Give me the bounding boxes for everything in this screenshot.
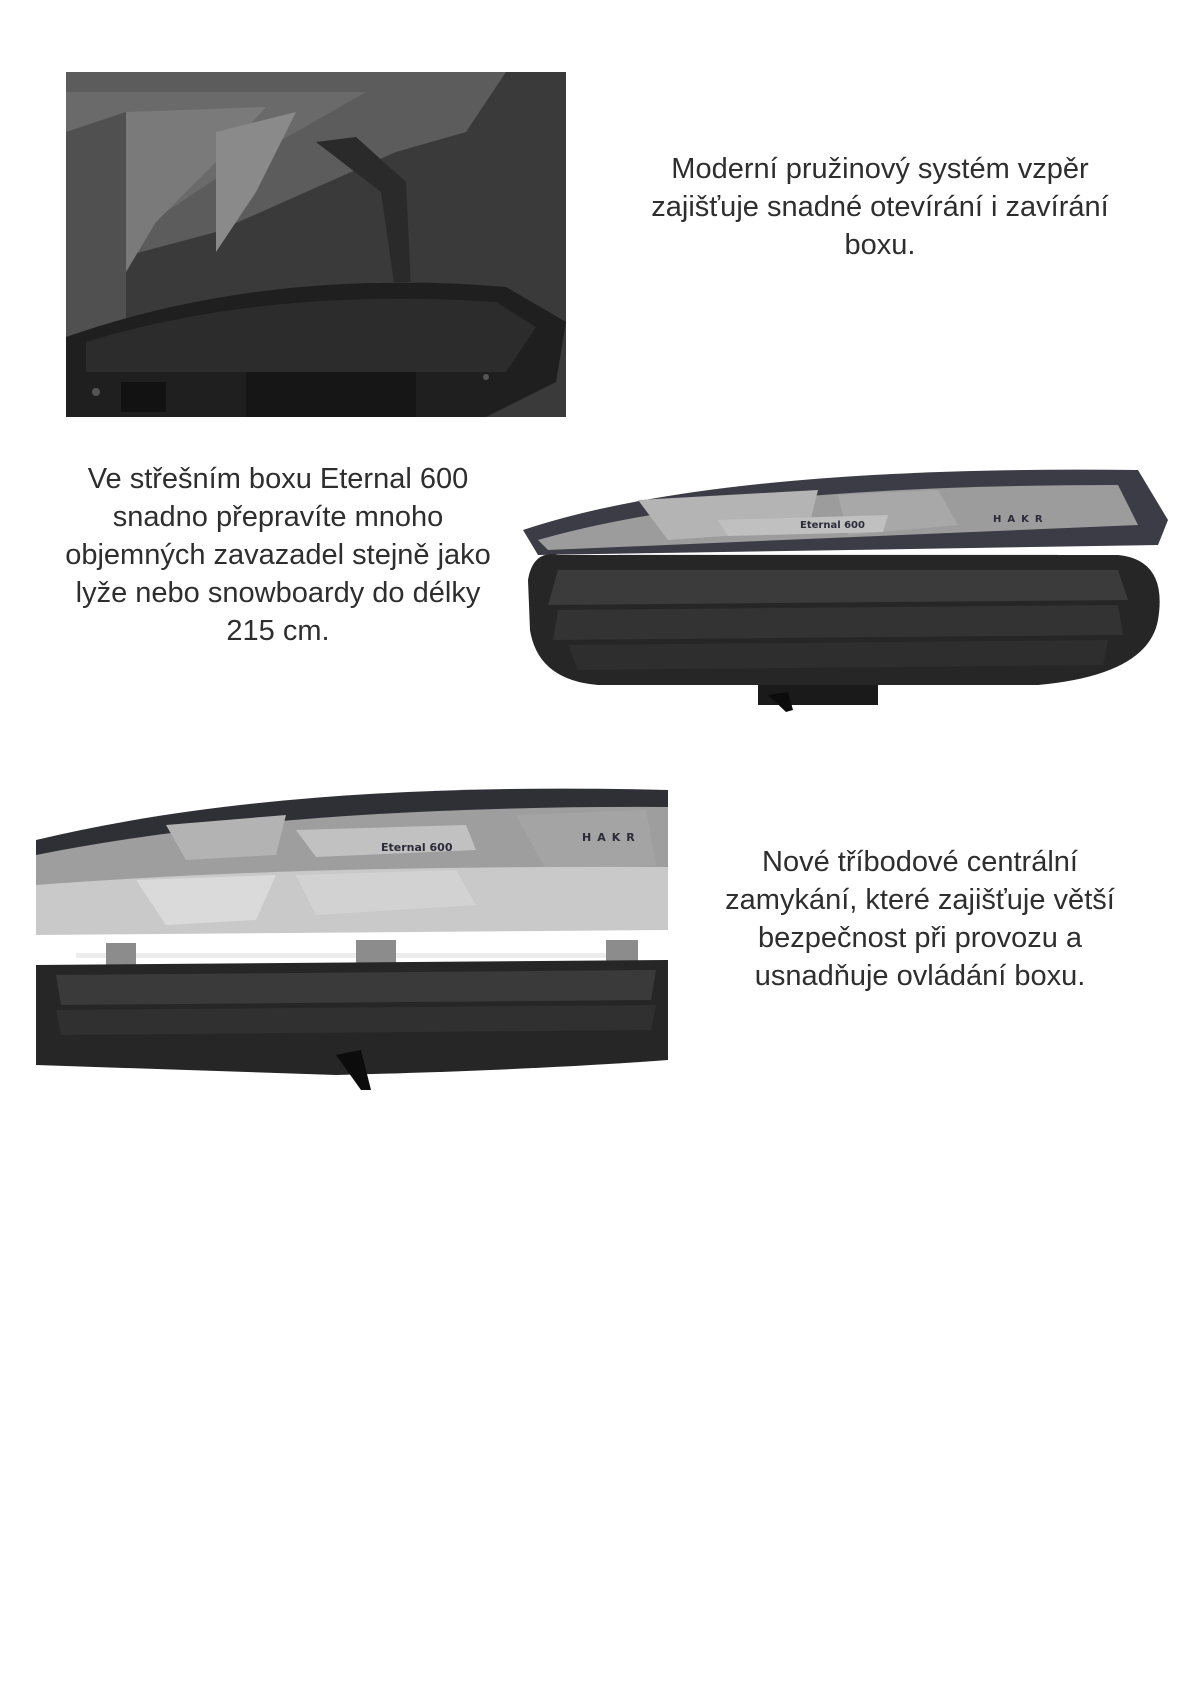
hakr-logo: HAKR <box>993 514 1049 525</box>
hakr-logo: HAKR <box>582 831 641 844</box>
eternal-600-logo: Eternal 600 <box>381 841 453 854</box>
eternal-600-logo: Eternal 600 <box>800 520 865 531</box>
capacity-caption: Ve střešním boxu Eternal 600 snadno přepravíte mnoho objemných zavazadel stejně jako lyže nebo snowboardy do délky 215 cm. <box>65 463 491 647</box>
central-locking-image <box>36 785 668 1090</box>
central-locking-caption: Nové tříbodové centrální zamykání, které zajišťuje větší bezpečnost při provozu a usnadňuje ovládání boxu. <box>725 846 1115 992</box>
roof-box-open-image <box>518 460 1168 730</box>
strut-system-caption: Moderní pružinový systém vzpěr zajišťuje snadné otevírání i zavírání boxu. <box>651 153 1109 261</box>
strut-system-image <box>66 72 566 417</box>
